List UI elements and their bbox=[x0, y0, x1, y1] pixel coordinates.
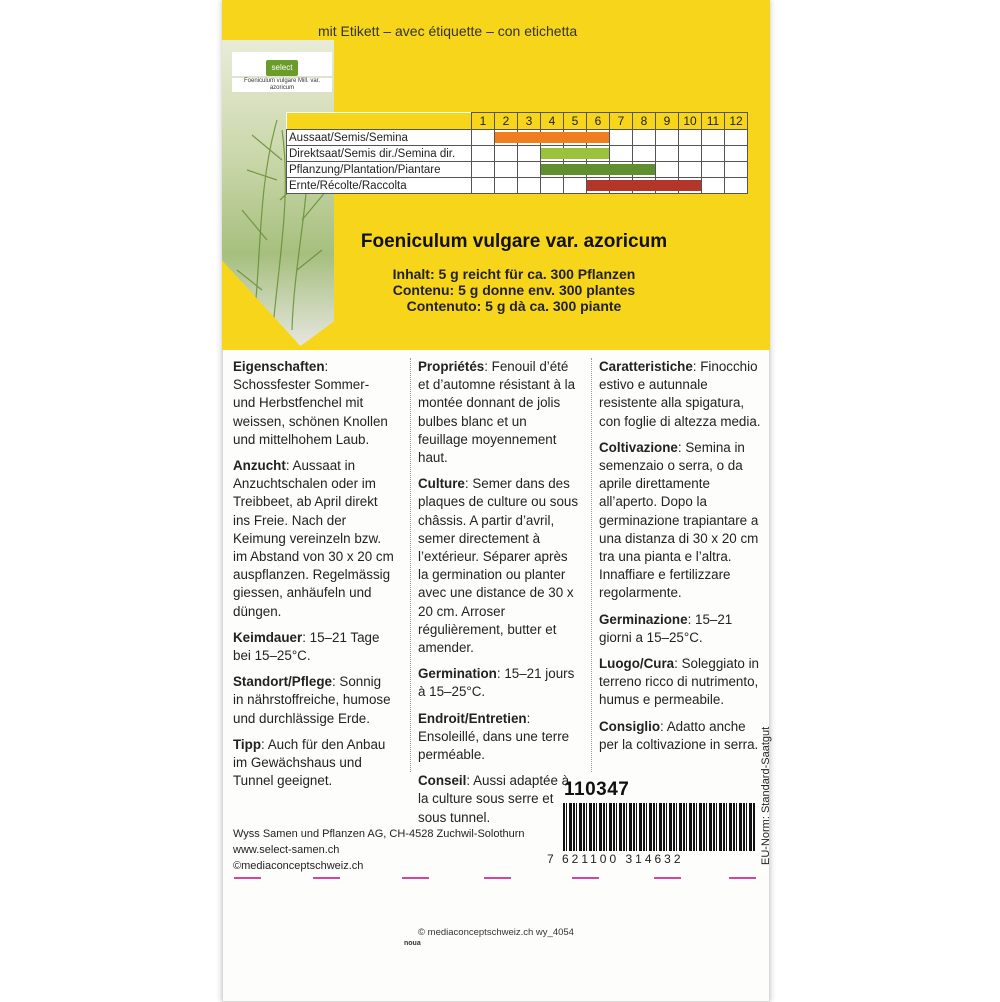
barcode-prefix: 7 bbox=[547, 852, 554, 866]
month-label: 3 bbox=[518, 113, 541, 130]
paragraph-text: : 15–21 Tage bei 15–25°C. bbox=[233, 629, 380, 664]
perforation-mark bbox=[313, 877, 340, 879]
paragraph-heading: Coltivazione bbox=[599, 439, 678, 455]
paragraph-text: : 15–21 giorni a 15–25°C. bbox=[599, 611, 733, 645]
month-label: 7 bbox=[610, 113, 633, 130]
printer-mark: noua bbox=[404, 940, 421, 947]
paragraph-heading: Culture bbox=[418, 476, 465, 492]
paragraph bbox=[599, 439, 761, 603]
paragraph-heading: Standort/Pflege bbox=[233, 674, 332, 690]
paragraph-text: : Sonnig in nährstoffreiche, humose und durchlässige Erde. bbox=[233, 674, 391, 726]
perforation-mark bbox=[572, 877, 599, 879]
paragraph-heading: Propriétés bbox=[418, 359, 485, 374]
calendar-cell bbox=[633, 146, 656, 162]
calendar-cell bbox=[541, 146, 564, 162]
calendar-cell bbox=[564, 178, 587, 194]
content-de: Inhalt: 5 g reicht für ca. 300 Pflanzen bbox=[392, 266, 636, 282]
paragraph-text: : Aussaat in Anzuchtschalen oder im Treibbeet, ab April direkt ins Freie. Nach der Keimung vereinzeln bzw. im Abstand von 30 x 20 cm auspflanzen. Regelmässig giessen, anhäufeln und düngen. bbox=[233, 458, 394, 619]
month-label: 8 bbox=[633, 113, 656, 130]
calendar-cell bbox=[610, 130, 633, 146]
calendar-cell bbox=[725, 146, 748, 162]
calendar-cell bbox=[472, 130, 495, 146]
product-title: Foeniculum vulgare var. azoricum bbox=[360, 231, 668, 252]
calendar-cell bbox=[679, 130, 702, 146]
plant-tag-title: Foeniculum vulgare Mill. var. azoricum bbox=[232, 78, 332, 92]
calendar-cell bbox=[472, 146, 495, 162]
month-label: 2 bbox=[495, 113, 518, 130]
paragraph bbox=[233, 629, 395, 665]
seed-packet-back bbox=[222, 0, 770, 1002]
paragraph bbox=[418, 665, 580, 701]
calendar-cell bbox=[495, 146, 518, 162]
month-label: 4 bbox=[541, 113, 564, 130]
paragraph-text: : Schossfester Sommer- und Herbstfenchel mit weissen, schönen Knollen und mittelhohem Laub. bbox=[233, 359, 388, 447]
calendar-row-label: Direktsaat/Semis dir./Semina dir. bbox=[287, 146, 472, 162]
barcode bbox=[563, 803, 755, 851]
calendar-row-label: Ernte/Récolte/Raccolta bbox=[287, 178, 472, 194]
paragraph-heading: Conseil bbox=[418, 773, 467, 789]
paragraph-heading: Caratteristiche bbox=[599, 359, 693, 374]
calendar-month-header bbox=[287, 113, 748, 130]
calendar-cell bbox=[725, 130, 748, 146]
column-german bbox=[233, 358, 395, 798]
paragraph bbox=[418, 475, 580, 657]
paragraph bbox=[599, 655, 761, 710]
calendar-bar bbox=[541, 148, 609, 159]
paragraph bbox=[418, 358, 580, 467]
column-italian bbox=[599, 358, 761, 762]
label-strip bbox=[222, 0, 770, 15]
month-label: 10 bbox=[679, 113, 702, 130]
calendar-row-label: Pflanzung/Plantation/Piantare bbox=[287, 162, 472, 178]
paragraph-heading: Germinazione bbox=[599, 611, 688, 627]
website: www.select-samen.ch bbox=[233, 844, 340, 856]
paragraph-heading: Endroit/Entretien bbox=[418, 710, 527, 726]
paragraph-text: : Semer dans des plaques de culture ou sous châssis. A partir d’avril, semer directement à l’extérieur. Séparer après la germination ou planter avec une distance de 30 x 20 cm. Arroser régulièrement, butter et amender. bbox=[418, 476, 579, 656]
paragraph-text: : Auch für den Anbau im Gewächshaus und Tunnel geeignet. bbox=[233, 736, 386, 789]
calendar-cell bbox=[541, 162, 564, 178]
calendar-cell bbox=[518, 162, 541, 178]
calendar-cell bbox=[495, 130, 518, 146]
paragraph-heading: Germination bbox=[418, 666, 497, 682]
calendar-cell bbox=[495, 162, 518, 178]
calendar-bar bbox=[587, 180, 701, 191]
perforation-mark bbox=[654, 877, 681, 879]
perforation-mark bbox=[234, 877, 261, 879]
copyright: ©mediaconceptschweiz.ch bbox=[233, 860, 364, 872]
paragraph-text: : 15–21 jours à 15–25°C. bbox=[418, 666, 575, 700]
calendar-cell bbox=[702, 162, 725, 178]
calendar-cell bbox=[587, 178, 610, 194]
eu-norm-label: EU-Norm: Standard-Saatgut bbox=[760, 726, 772, 865]
month-label: 9 bbox=[656, 113, 679, 130]
calendar-cell bbox=[656, 146, 679, 162]
calendar-cell bbox=[725, 178, 748, 194]
paragraph-heading: Consiglio bbox=[599, 718, 660, 734]
paragraph-text: : Adatto anche per la coltivazione in serra. bbox=[599, 718, 759, 752]
calendar-row-label: Aussaat/Semis/Semina bbox=[287, 130, 472, 146]
calendar-cell bbox=[472, 162, 495, 178]
paragraph-heading: Eigenschaften bbox=[233, 359, 325, 374]
paragraph-heading: Anzucht bbox=[233, 458, 286, 474]
paragraph bbox=[233, 457, 395, 621]
perforation-mark bbox=[484, 877, 511, 879]
paragraph-text: : Finocchio estivo e autunnale resistente alla spigatura, con foglie di altezza media. bbox=[599, 359, 761, 429]
article-number: 110347 bbox=[564, 779, 630, 800]
content-info bbox=[222, 266, 770, 314]
calendar-cell bbox=[702, 146, 725, 162]
plant-tag bbox=[232, 52, 332, 91]
content-it: Contenuto: 5 g dà ca. 300 piante bbox=[406, 298, 622, 314]
calendar-cell bbox=[679, 162, 702, 178]
calendar-row bbox=[287, 162, 748, 178]
paragraph-text: : Semina in semenzaio o serra, o da aprile direttamente all’aperto. Dopo la germinazione trapiantare a una distanza di 30 x 20 cm tra una pianta e l’altra. Innaffiare e fertilizzare regolarmente. bbox=[599, 439, 759, 601]
calendar-cell bbox=[495, 178, 518, 194]
paragraph bbox=[233, 736, 395, 791]
paragraph-text: : Ensoleillé, dans une terre perméable. bbox=[418, 710, 570, 763]
barcode-digits: 621100 314632 bbox=[562, 852, 684, 866]
calendar-cell bbox=[610, 146, 633, 162]
calendar-bar bbox=[541, 164, 655, 175]
paragraph-text: : Aussi adaptée à la culture sous serre et sous tunnel. bbox=[418, 773, 570, 825]
paragraph-text: : Fenouil d’été et d’automne résistant à la montée donnant de jolis bulbes blanc et un feuillage moyennement haut. bbox=[418, 359, 576, 466]
calendar-cell bbox=[518, 146, 541, 162]
content-fr: Contenu: 5 g donne env. 300 plantes bbox=[392, 282, 636, 298]
paragraph-text: : Soleggiato in terreno ricco di nutrimento, humus e permeabile. bbox=[599, 656, 760, 708]
calendar-bar bbox=[495, 132, 609, 143]
column-french bbox=[418, 358, 580, 835]
calendar-cell bbox=[679, 146, 702, 162]
calendar-cell bbox=[541, 178, 564, 194]
calendar-cell bbox=[633, 130, 656, 146]
tagline: mit Etikett – avec étiquette – con etichetta bbox=[318, 23, 578, 39]
paragraph-heading: Tipp bbox=[233, 736, 262, 752]
paragraph bbox=[233, 673, 395, 728]
bottom-copyright: © mediaconceptschweiz.ch wy_4054 bbox=[418, 927, 574, 938]
calendar-cell bbox=[472, 178, 495, 194]
perforation-mark bbox=[402, 877, 429, 879]
select-logo: select bbox=[266, 60, 298, 76]
company-address bbox=[233, 826, 525, 874]
calendar-cell bbox=[656, 162, 679, 178]
paragraph bbox=[418, 772, 580, 827]
calendar-row bbox=[287, 146, 748, 162]
paragraph-heading: Luogo/Cura bbox=[599, 656, 675, 672]
month-label: 5 bbox=[564, 113, 587, 130]
paragraph bbox=[233, 358, 395, 449]
month-label: 11 bbox=[702, 113, 725, 130]
paragraph bbox=[599, 358, 761, 431]
paragraph bbox=[418, 710, 580, 765]
calendar-row bbox=[287, 178, 748, 194]
calendar-cell bbox=[656, 130, 679, 146]
calendar-cell bbox=[725, 162, 748, 178]
calendar-cell bbox=[518, 178, 541, 194]
perforation-mark bbox=[729, 877, 756, 879]
sowing-calendar bbox=[286, 112, 748, 194]
company-name: Wyss Samen und Pflanzen AG, CH-4528 Zuchwil-Solothurn bbox=[233, 828, 525, 840]
calendar-cell bbox=[702, 130, 725, 146]
calendar-cell bbox=[702, 178, 725, 194]
month-label: 12 bbox=[725, 113, 748, 130]
month-label: 6 bbox=[587, 113, 610, 130]
month-label: 1 bbox=[472, 113, 495, 130]
paragraph bbox=[599, 718, 761, 754]
paragraph-heading: Keimdauer bbox=[233, 629, 303, 645]
calendar-row bbox=[287, 130, 748, 146]
paragraph bbox=[599, 611, 761, 647]
